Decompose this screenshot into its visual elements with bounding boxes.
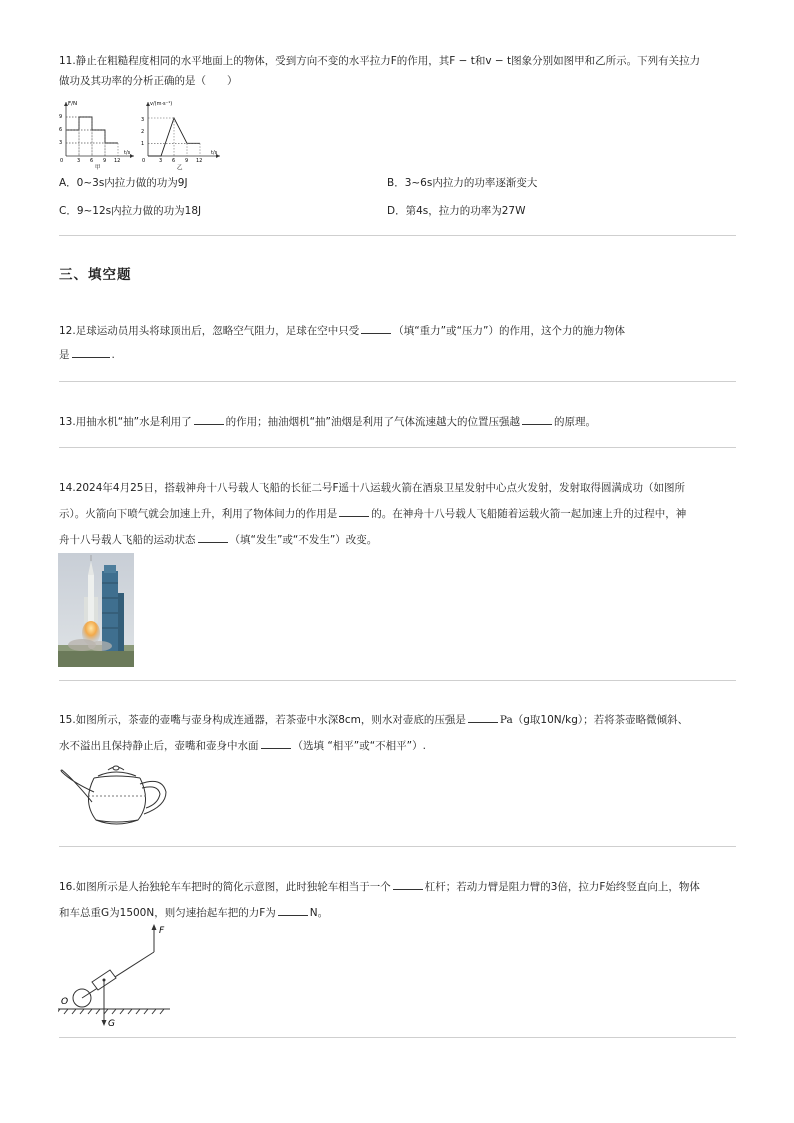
q15-text: 15.如图所示，茶壶的壶嘴与壶身构成连通器，若茶壶中水深8cm，则水对壶底的压强是: [59, 714, 466, 726]
q16-answer-blank-1[interactable]: [393, 879, 423, 890]
q11-stem-line2: 做功及其功率的分析正确的是（ ）: [59, 75, 238, 87]
q16-text: N。: [309, 907, 329, 919]
q14-line3: [59, 527, 739, 553]
graph-b-series: [148, 118, 200, 156]
option-b[interactable]: B．3~6s内拉力的功率逐渐变大: [387, 177, 538, 189]
graph-a-xtick: 3: [77, 158, 81, 164]
graph-a-ylabel: F/N: [68, 101, 78, 107]
graph-a-xtick: 9: [103, 158, 107, 164]
q13-answer-blank-1[interactable]: [194, 414, 224, 425]
question-12: [59, 318, 739, 368]
q12-text: .: [111, 349, 115, 361]
q14-line1: 14.2024年4月25日，搭载神舟十八号载人飞船的长征二号F遥十八运载火箭在酒泉卫星发射中心点火发射，发射取得圆满成功（如图所: [59, 482, 685, 494]
divider: [59, 1037, 736, 1038]
divider: [59, 235, 736, 236]
graph-b-caption: 乙: [177, 165, 183, 170]
label-pivot-o: O: [61, 997, 69, 1007]
graph-a-ytick: 0: [60, 158, 64, 164]
divider: [59, 447, 736, 448]
q12-text: 是: [59, 349, 70, 361]
wheelbarrow-lever-diagram: [58, 922, 178, 1030]
graph-b-xtick: 12: [196, 158, 203, 164]
graph-b-ytick: 1: [141, 141, 145, 147]
q12-answer-blank-2[interactable]: [72, 347, 110, 358]
question-11: [59, 48, 739, 94]
q13-answer-blank-2[interactable]: [522, 414, 552, 425]
q16-answer-blank-2[interactable]: [278, 905, 308, 916]
graph-a-xtick: 12: [114, 158, 121, 164]
graph-a-ytick: 6: [59, 127, 63, 133]
q15-text: 水不溢出且保持静止后，壶嘴和壶身中水面: [59, 740, 259, 752]
graph-velocity-time: [140, 98, 226, 170]
q13-text: 的作用；抽油烟机“抽”油烟是利用了气体流速越大的位置压强越: [225, 416, 520, 428]
q12-text: 12.足球运动员用头将球顶出后，忽略空气阻力，足球在空中只受: [59, 325, 360, 337]
q14-answer-blank-1[interactable]: [339, 506, 369, 517]
section-title: 三、填空题: [59, 267, 132, 283]
graph-force-time: [58, 98, 138, 170]
teapot-figure: [58, 762, 180, 830]
q13-line1: [59, 409, 739, 435]
graph-b-ytick: 0: [142, 158, 146, 164]
graph-a-series: [66, 117, 118, 156]
graph-b-xtick: 6: [172, 158, 176, 164]
q16-text: 16.如图所示是人抬独轮车车把时的简化示意图，此时独轮车相当于一个: [59, 881, 391, 893]
q14-line2: [59, 501, 739, 527]
q14-text: （填“发生”或“不发生”）改变。: [229, 534, 378, 546]
graph-a-ytick: 9: [59, 114, 63, 120]
q15-answer-blank-1[interactable]: [468, 712, 498, 723]
q14-text: 舟十八号载人飞船的运动状态: [59, 534, 196, 546]
q15-line2: [59, 733, 739, 759]
question-15: [59, 707, 739, 759]
question-16: [59, 874, 739, 926]
graph-b-ytick: 2: [141, 129, 145, 135]
q16-text: 杠杆；若动力臂是阻力臂的3倍，拉力F始终竖直向上，物体: [424, 881, 700, 893]
question-13: [59, 409, 739, 435]
q11-stem-line1: 11.静止在粗糙程度相同的水平地面上的物体，受到方向不变的水平拉力F的作用，其F − t和v − t图象分别如图甲和乙所示。下列有关拉力: [59, 55, 701, 67]
option-c[interactable]: C．9~12s内拉力做的功为18J: [59, 205, 202, 217]
graph-a-xtick: 6: [90, 158, 94, 164]
q12-text: （填“重力”或“压力”）的作用，这个力的施力物体: [393, 325, 625, 337]
graph-a-ytick: 3: [59, 140, 63, 146]
q14-answer-blank-2[interactable]: [198, 532, 228, 543]
divider: [59, 381, 736, 382]
q16-line1: [59, 874, 739, 900]
graph-b-xtick: 9: [185, 158, 189, 164]
divider: [59, 680, 736, 681]
q16-text: 和车总重G为1500N，则匀速抬起车把的力F为: [59, 907, 276, 919]
graph-a-caption: 甲: [95, 165, 101, 170]
question-14: [59, 475, 739, 553]
label-weight-g: G: [108, 1019, 115, 1029]
option-d[interactable]: D．第4s，拉力的功率为27W: [387, 205, 526, 217]
graph-b-xlabel: t/s: [211, 150, 218, 156]
q12-line2: [59, 342, 739, 368]
graph-b-xtick: 3: [159, 158, 163, 164]
q13-text: 13.用抽水机“抽”水是利用了: [59, 416, 192, 428]
graph-a-xlabel: t/s: [124, 150, 131, 156]
q12-answer-blank-1[interactable]: [361, 323, 391, 334]
option-a[interactable]: A．0~3s内拉力做的功为9J: [59, 177, 188, 189]
graph-b-ylabel: v/(m·s⁻¹): [150, 101, 173, 107]
graph-b-ytick: 3: [141, 117, 145, 123]
q15-text: （选填 “相平”或“不相平”）.: [292, 740, 426, 752]
q15-answer-blank-2[interactable]: [261, 738, 291, 749]
label-force-f: F: [159, 926, 165, 936]
q13-text: 的原理。: [553, 416, 596, 428]
rocket-launch-photo: [58, 553, 134, 667]
q15-unit: Pa: [499, 714, 513, 726]
divider: [59, 846, 736, 847]
q14-text: 的。在神舟十八号载人飞船随着运载火箭一起加速上升的过程中，神: [371, 508, 687, 520]
q12-line1: [59, 318, 739, 344]
q15-text: （g取10N/kg）；若将茶壶略微倾斜、: [512, 714, 689, 726]
q15-line1: [59, 707, 739, 733]
graph-b-axes: [146, 102, 220, 158]
q14-text: 示）。火箭向下喷气就会加速上升，利用了物体间力的作用是: [59, 508, 338, 520]
